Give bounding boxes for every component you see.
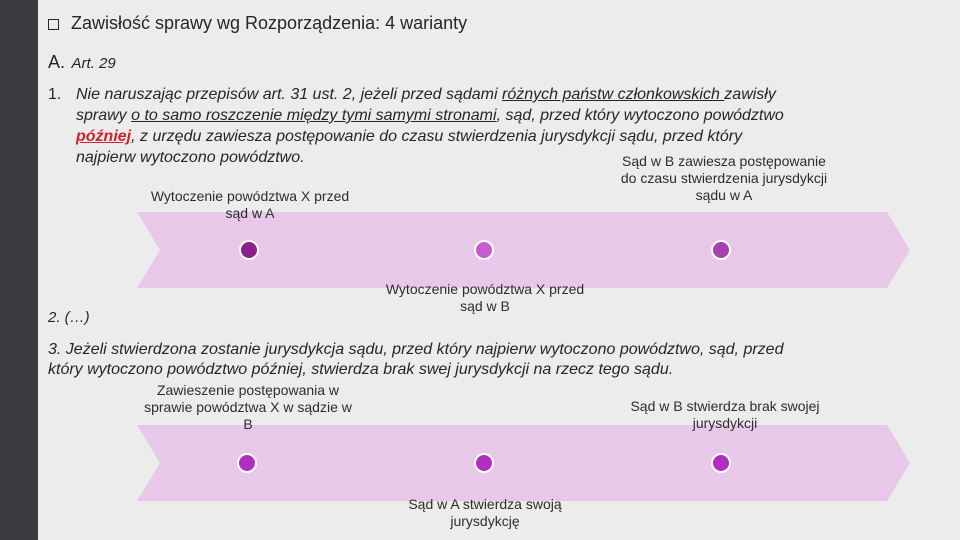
timeline1-event-dot-3 [711, 240, 731, 260]
timeline2-event-dot-3 [711, 453, 731, 473]
section-letter: A. [48, 52, 66, 72]
timeline1-label-2: Wytoczenie powództwa X przed sąd w B [385, 281, 585, 314]
p3-line-1: 3. Jeżeli stwierdzona zostanie jurysdykcja sądu, przed który najpierw wytoczono powództwo, sąd, przed [48, 341, 784, 358]
p1-underlined-a: różnych państw członkowskich [501, 86, 725, 103]
p1-text-e: , z urzędu zawiesza postępowanie do czasu stwierdzenia jurysdykcji sądu, przed który [131, 128, 743, 145]
p1-underlined-b: o to samo roszczenie między tymi samymi stronami [131, 107, 497, 124]
p1-text-f: najpierw wytoczono powództwo. [76, 149, 305, 166]
paragraph-2: 2. (…) [48, 309, 90, 326]
p1-text-c: sprawy [76, 107, 132, 124]
p1-text-b: zawisły [724, 86, 776, 103]
p1-text-d: , sąd, przed który wytoczono powództwo [496, 107, 784, 124]
timeline2-event-dot-1 [237, 453, 257, 473]
timeline1-event-dot-2 [474, 240, 494, 260]
paragraph-3 [48, 340, 888, 380]
p3-line-2: który wytoczono powództwo później, stwierdza brak swej jurysdykcji na rzecz tego sądu. [48, 361, 674, 378]
timeline2-label-2: Sąd w A stwierdza swoją jurysdykcję [408, 496, 562, 529]
timeline2-event-dot-2 [474, 453, 494, 473]
timeline1-label-3: Sąd w B zawiesza postępowanie do czasu stwierdzenia jurysdykcji sądu w A [620, 153, 828, 203]
timeline1-event-dot-1 [239, 240, 259, 260]
article-ref: Art. 29 [71, 55, 116, 72]
p1-highlight-later: później [76, 128, 132, 145]
timeline2-label-3: Sąd w B stwierdza brak swojej jurysdykcji [630, 398, 820, 431]
p1-text-a: Nie naruszając przepisów art. 31 ust. 2, jeżeli przed sądami [76, 86, 502, 103]
timeline1-label-1: Wytoczenie powództwa X przed sąd w A [150, 188, 350, 221]
title-text: Zawisłość sprawy wg Rozporządzenia: 4 warianty [71, 13, 468, 33]
paragraph-number: 1. [48, 86, 62, 103]
timeline2-label-1: Zawieszenie postępowania w sprawie powództwa X w sądzie w B [144, 382, 352, 432]
